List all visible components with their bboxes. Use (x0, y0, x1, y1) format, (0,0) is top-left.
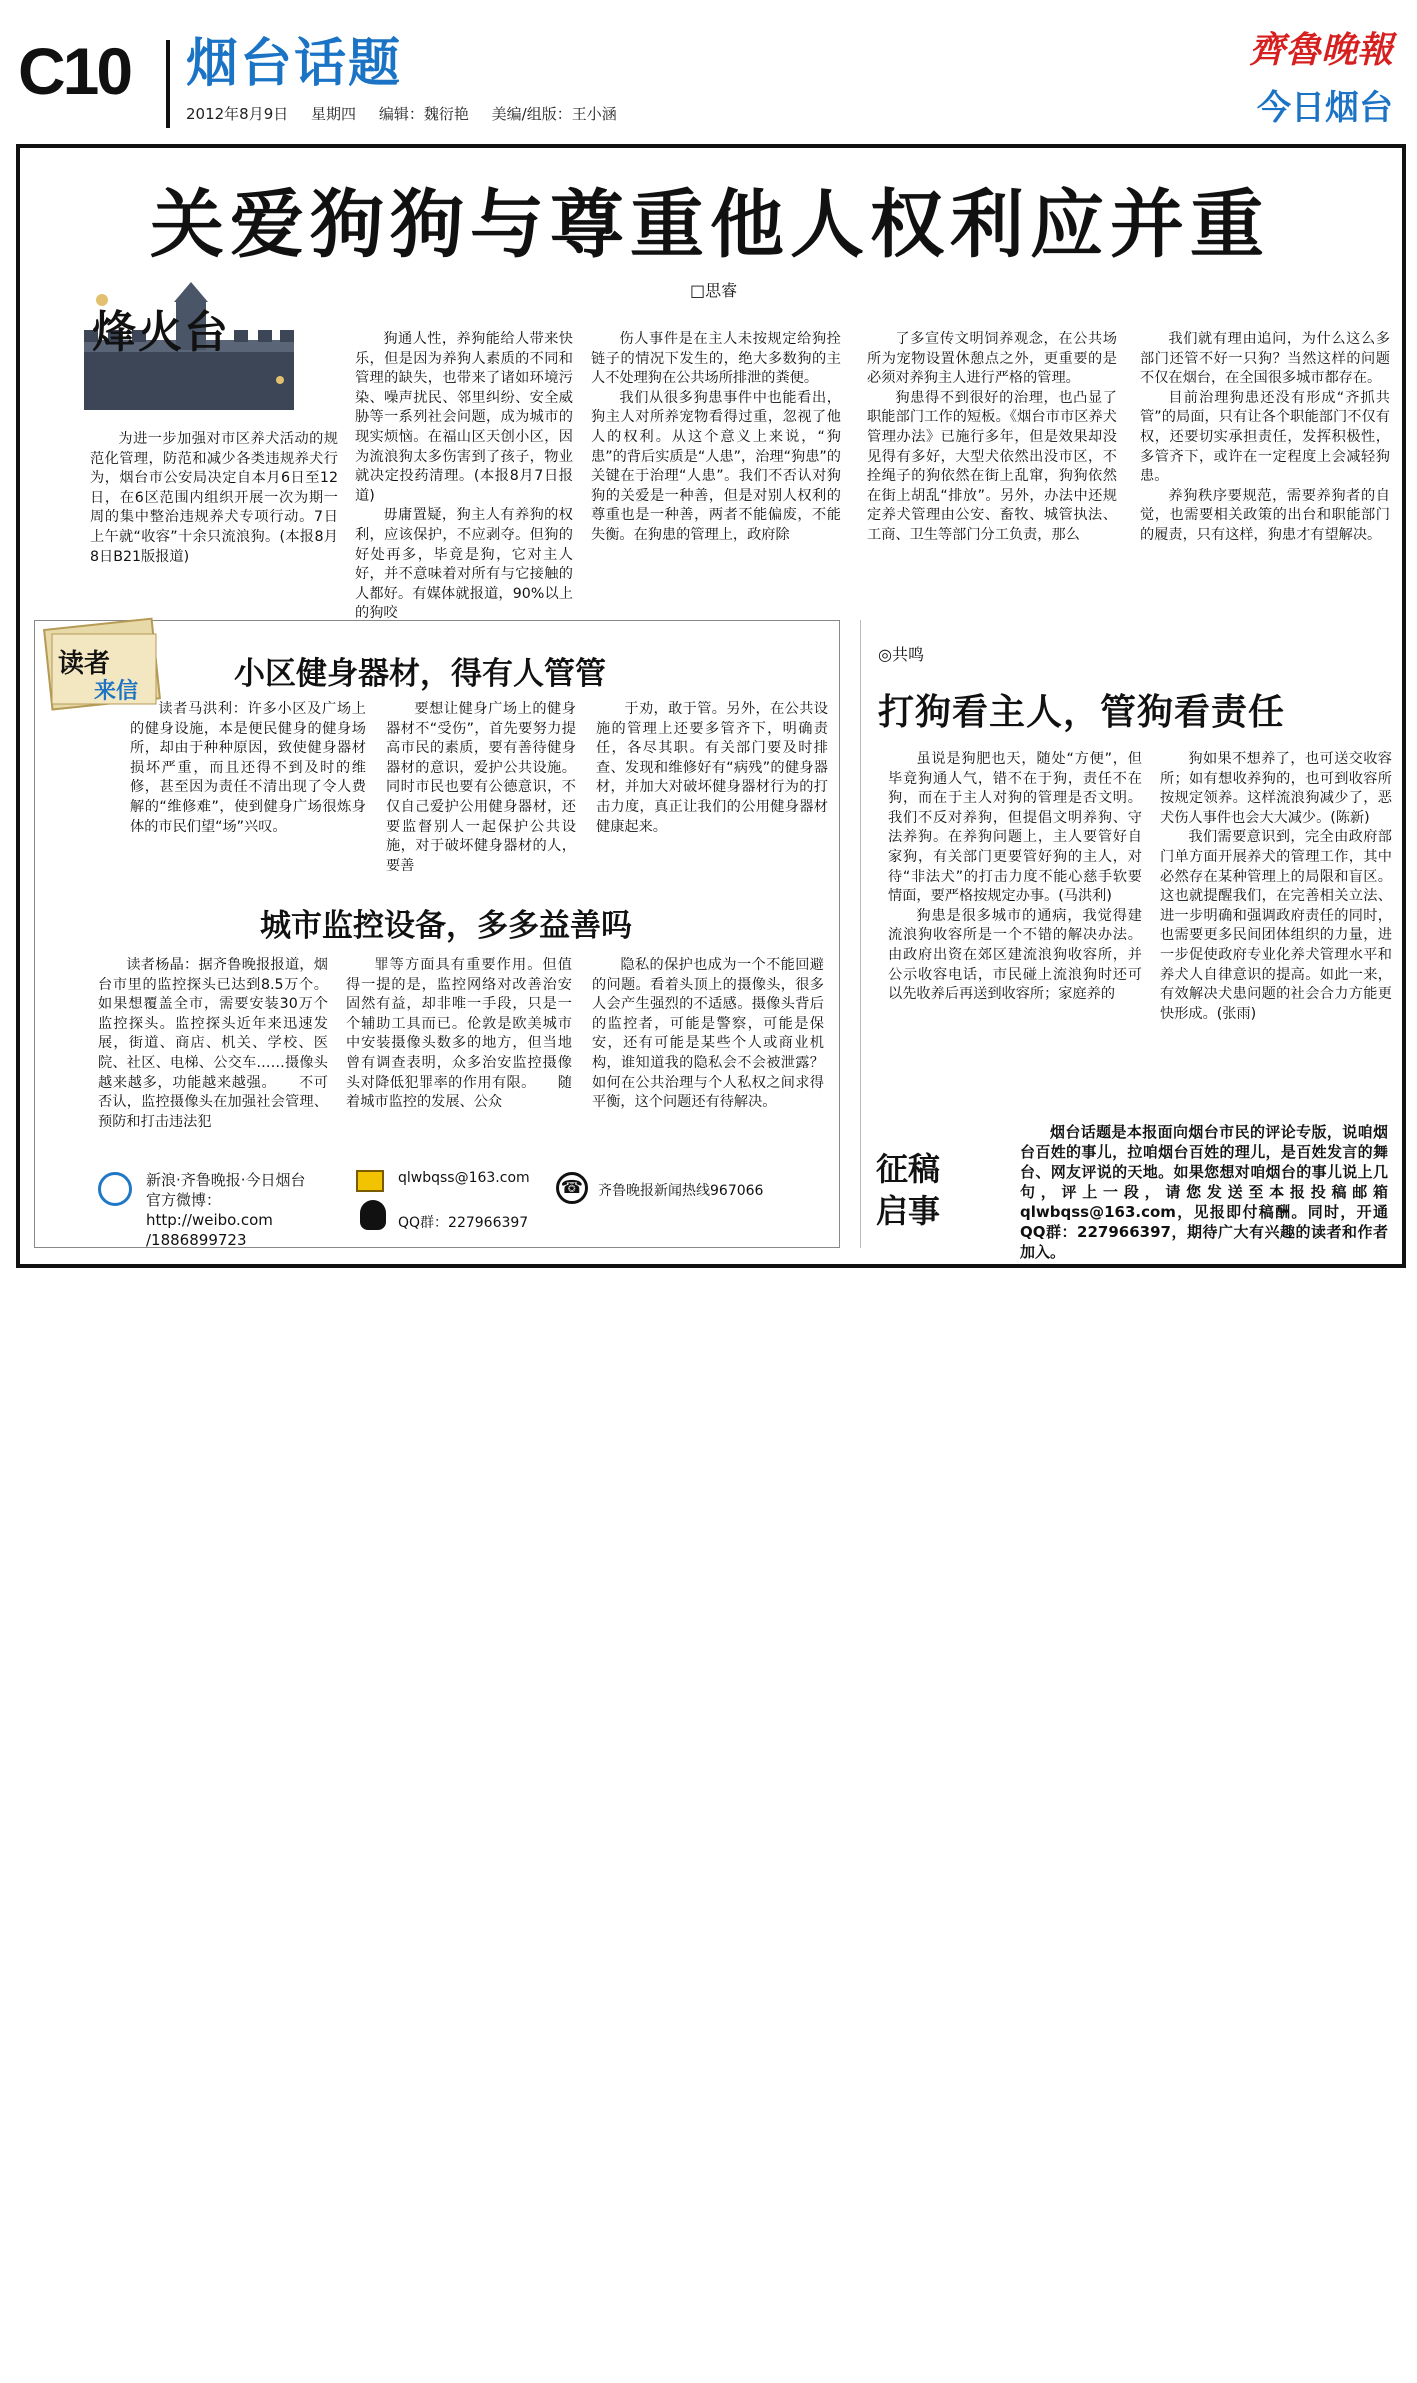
main-article-col3 (867, 330, 1117, 600)
edition-name: 今日烟台 (1257, 88, 1393, 128)
paragraph: 养狗秩序要规范，需要养狗者的自觉，也需要相关政策的出台和职能部门的履责，只有这样，狗患才有望解决。 (1140, 487, 1390, 543)
issue-weekday: 星期四 (311, 105, 357, 123)
newspaper-logo: 齊魯晚報 (1248, 29, 1393, 71)
fitness-headline: 小区健身器材，得有人管管 (234, 656, 606, 692)
dog-article-headline: 打狗看主人，管狗看责任 (878, 692, 1286, 733)
paragraph: 伤人事件是在主人未按规定给狗拴链子的情况下发生的，绝大多数狗的主人不处理狗在公共场所排泄的粪便。 (591, 331, 841, 387)
phone-icon: ☎ (556, 1172, 588, 1204)
paragraph: 狗通人性，养狗能给人带来快乐，但是因为养狗人素质的不同和管理的缺失，也带来了诸如环境污染、噪声扰民、邻里纠纷、安全威胁等一系列社会问题，成为城市的现实烦恼。在福山区天创小区，因为流浪狗太多伤害到了孩子，物业就决定投药清理。(本报8月7日报道) (355, 331, 573, 504)
paragraph: 我们就有理由追问，为什么这么多部门还管不好一只狗？当然这样的问题不仅在烟台，在全国很多城市都存在。 (1140, 331, 1390, 387)
weibo-contact[interactable]: 新浪·齐鲁晚报·今日烟台 官方微博：http://weibo.com /1886899723 (146, 1171, 306, 1249)
issue-designer: 美编/组版：王小涵 (491, 105, 617, 123)
cctv-col2: 罪等方面具有重要作用。但值得一提的是，监控网络对改善治安固然有益，却非唯一手段，只是一个辅助工具而已。伦敦是欧美城市中安装摄像头数多的地方，但当地曾有调查表明，众多治安监控摄像头对降低犯罪率的作用有限。 随着城市监控的发展、公众 (346, 957, 572, 1111)
qq-icon (360, 1200, 386, 1230)
paragraph: 狗如果不想养了，也可送交收容所；如有想收养狗的，也可到收容所按规定领养。这样流浪狗减少了，恶犬伤人事件也会大大减少。(陈新) (1160, 751, 1392, 826)
column-divider (860, 620, 861, 1248)
intro-paragraph: 为进一步加强对市区养犬活动的规范化管理，防范和减少各类违规养犬行为，烟台市公安局决定自本月6日至12日，在6区范围内组织开展一次为期一周的集中整治违规养犬专项行动。7日上午就“收容”十余只流浪狗。(本报8月8日B21版报道) (90, 431, 338, 565)
qq-group: QQ群：227966397 (398, 1215, 529, 1231)
paragraph: 我们需要意识到，完全由政府部门单方面开展养犬的管理工作，其中必然存在某种管理上的局限和盲区。这也就提醒我们，在完善相关立法、进一步明确和强调政府责任的同时，也需要更多民间团体组织的力量，进一步促使政府专业化养犬管理水平和养犬人自律意识的提高。如此一来，有效解决犬患问题的社会合力方能更快形成。(张雨) (1160, 829, 1392, 1022)
issue-editor: 编辑：魏衍艳 (378, 105, 469, 123)
column-logo-text: 烽火台 (92, 307, 230, 358)
issue-date: 2012年8月9日 (186, 105, 289, 123)
main-article-col1 (355, 330, 573, 622)
byline: □思睿 (690, 281, 738, 300)
main-article-col4 (1140, 330, 1390, 600)
issue-info (186, 103, 635, 124)
fitness-col3: 于劝，敢于管。另外，在公共设施的管理上还要多管齐下，明确责任，各尽其职。有关部门要及时排查、发现和维修好有“病残”的健身器材，并加大对破坏健身器材行为的打击力度，真正让我们的公用健身器材健康起来。 (596, 701, 828, 835)
cctv-col3: 隐私的保护也成为一个不能回避的问题。看着头顶上的摄像头，很多人会产生强烈的不适感。摄像头背后的监控者，可能是警察，可能是保安，还有可能是某些个人或商业机构，谁知道我的隐私会不会被泄露？如何在公共治理与个人私权之间求得平衡，这个问题还有待解决。 (592, 957, 824, 1111)
paragraph: 我们从很多狗患事件中也能看出，狗主人对所养宠物看得过重，忽视了他人的权利。从这个意义上来说，“狗患”的背后实质是“人患”，治理“狗患”的关键在于治理“人患”。我们不否认对狗狗的关爱是一种善，但是对别人权利的尊重也是一种善，两者不能偏废，不能失衡。在狗患的管理上，政府除 (591, 389, 841, 543)
main-article-col2 (591, 330, 841, 600)
paragraph: 狗患是很多城市的通病，我觉得建流浪狗收容所是一个不错的解决办法。由政府出资在郊区建流浪狗收容所，并公示收容电话，市民碰上流浪狗时还可以先收养后再送到收容所；家庭养的 (888, 907, 1142, 1003)
fitness-col1: 读者马洪利：许多小区及广场上的健身设施，本是便民健身的健身场所，却由于种种原因，致使健身器材损坏严重，而且还得不到及时的维修，甚至因为责任不清出现了令人费解的“维修难”，使到健身广场很炼身体的市民们望“场”兴叹。 (130, 701, 366, 835)
email-contact[interactable]: qlwbqss@163.com (398, 1170, 530, 1186)
cctv-headline: 城市监控设备，多多益善吗 (260, 908, 632, 944)
main-headline: 关爱狗狗与尊重他人权利应并重 (150, 182, 1270, 268)
paragraph: 目前治理狗患还没有形成“齐抓共管”的局面，只有让各个职能部门不仅有权，还要切实承担责任，发挥积极性，多管齐下，或许在一定程度上会减轻狗患。 (1140, 389, 1390, 485)
paragraph: 毋庸置疑，狗主人有养狗的权利，应该保护，不应剥夺。但狗的好处再多，毕竟是狗，它对主人好，并不意味着对所有与它接触的人都好。有媒体就报道，90%以上的狗咬 (355, 507, 573, 622)
reader-badge-bottom: 来信 (94, 679, 139, 704)
dog-article-col1 (888, 750, 1142, 1150)
section-title: 烟台话题 (186, 34, 403, 94)
paragraph: 虽说是狗肥也天，随处“方便”，但毕竟狗通人气，错不在于狗，责任不在狗，而在于主人对狗的管理是否文明。我们不反对养狗，但提倡文明养狗、守法养狗。在养狗问题上，主人要管好自家狗，有关部门更要管好狗的主人，对待“非法犬”的打击力度不能心慈手软要情面，要严格按规定办事。(马洪利) (888, 751, 1142, 905)
fitness-col2: 要想让健身广场上的健身器材不“受伤”，首先要努力提高市民的素质，要有善待健身器材的意识，爱护公共设施。同时市民也要有公德意识，不仅自己爱护公用健身器材，还要监督别人一起保护公共设施，对于破坏健身器材的人，要善 (386, 701, 576, 874)
news-hotline: 齐鲁晚报新闻热线967066 (598, 1183, 764, 1199)
header-divider (166, 40, 170, 128)
weibo-icon (98, 1172, 132, 1206)
dog-article-col2 (1160, 750, 1392, 1100)
call-for-submissions-label: 征稿启事 (876, 1150, 941, 1230)
dog-article-author: ◎共鸣 (878, 645, 924, 664)
reader-letter-badge-icon (44, 614, 162, 708)
paragraph: 了多宣传文明饲养观念，在公共场所为宠物设置休憩点之外，更重要的是必须对养狗主人进行严格的管理。 (867, 331, 1117, 387)
cctv-col1: 读者杨晶：据齐鲁晚报报道，烟台市里的监控探头已达到8.5万个。如果想覆盖全市，需要安装30万个监控探头。监控探头近年来迅速发展，街道、商店、机关、学校、医院、社区、电梯、公交车……摄像头越来越多，功能越来越强。 不可否认，监控摄像头在加强社会管理、预防和打击违法犯 (98, 957, 328, 1130)
mail-icon (356, 1170, 384, 1192)
reader-badge-top: 读者 (58, 649, 111, 679)
paragraph: 狗患得不到很好的治理，也凸显了职能部门工作的短板。《烟台市市区养犬管理办法》已施行多年，但是效果却没见得有多好，大型犬依然出没市区，不拴绳子的狗依然在街上乱窜，狗狗依然在街上胡乱“排放”。另外，办法中还规定养犬管理由公安、畜牧、城管执法、工商、卫生等部门分工负责，那么 (867, 389, 1117, 543)
call-for-submissions-text: 烟台话题是本报面向烟台市民的评论专版，说咱烟台百姓的事儿，拉咱烟台百姓的理儿，是百姓发言的舞台、网友评说的天地。如果您想对咱烟台的事儿说上几句，评上一段，请您发送至本报投稿邮箱qlwbqss@163.com，见报即付稿酬。同时，开通QQ群：227966397，期待广大有兴趣的读者和作者加入。 (1020, 1123, 1388, 1261)
page-number: C10 (18, 34, 131, 108)
